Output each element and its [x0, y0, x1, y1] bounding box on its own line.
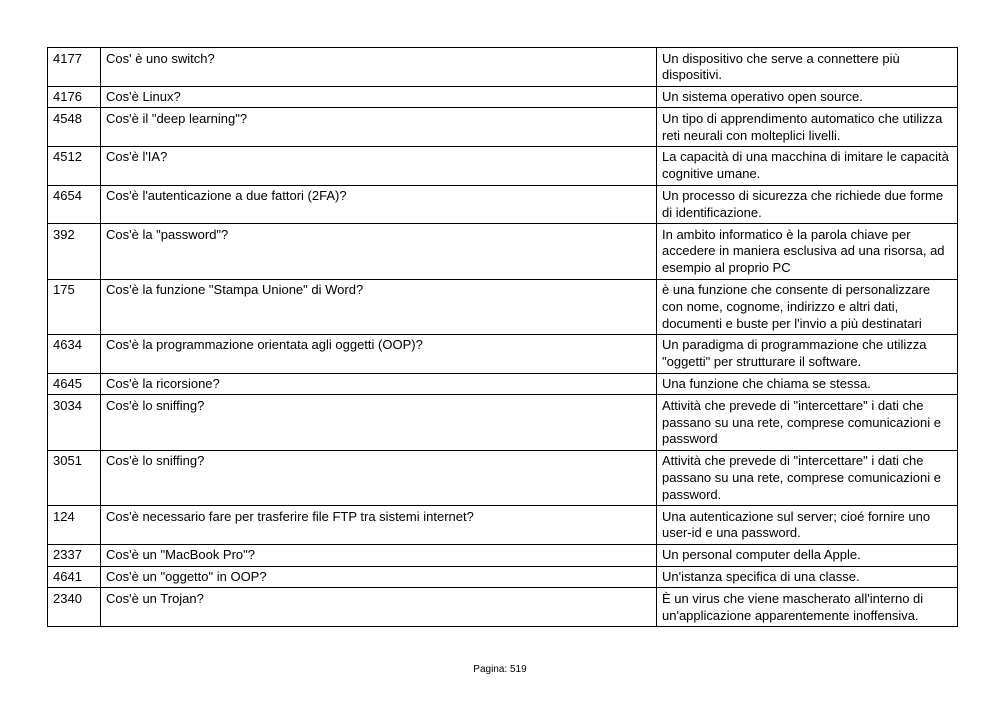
answer-cell: Attività che prevede di "intercettare" i dati che passano su una rete, comprese comunicazioni e password	[657, 395, 958, 450]
question-cell: Cos'è la ricorsione?	[101, 373, 657, 395]
table-row	[48, 395, 958, 450]
table-row	[48, 450, 958, 505]
id-cell: 4177	[48, 48, 101, 87]
question-cell: Cos'è un "oggetto" in OOP?	[101, 566, 657, 588]
id-cell: 4634	[48, 334, 101, 373]
answer-cell: Un paradigma di programmazione che utilizza "oggetti" per strutturare il software.	[657, 334, 958, 373]
question-cell: Cos'è il "deep learning"?	[101, 108, 657, 147]
question-cell: Cos'è Linux?	[101, 86, 657, 108]
id-cell: 392	[48, 224, 101, 279]
id-cell: 3034	[48, 395, 101, 450]
id-cell: 4654	[48, 185, 101, 224]
id-cell: 4548	[48, 108, 101, 147]
table-row	[48, 224, 958, 279]
answer-cell: Un'istanza specifica di una classe.	[657, 566, 958, 588]
table-row	[48, 146, 958, 185]
table-row	[48, 185, 958, 224]
table-row	[48, 544, 958, 566]
table-row	[48, 48, 958, 87]
question-cell: Cos'è lo sniffing?	[101, 450, 657, 505]
table-row	[48, 373, 958, 395]
answer-cell: Un dispositivo che serve a connettere più dispositivi.	[657, 48, 958, 87]
qa-table	[47, 47, 958, 627]
answer-cell: è una funzione che consente di personalizzare con nome, cognome, indirizzo e altri dati, documenti e buste per l'invio a più destinatari	[657, 279, 958, 334]
answer-cell: Un processo di sicurezza che richiede due forme di identificazione.	[657, 185, 958, 224]
page-number: Pagina: 519	[473, 664, 527, 675]
table-row	[48, 334, 958, 373]
id-cell: 4512	[48, 146, 101, 185]
answer-cell: Un sistema operativo open source.	[657, 86, 958, 108]
answer-cell: Un personal computer della Apple.	[657, 544, 958, 566]
id-cell: 3051	[48, 450, 101, 505]
id-cell: 124	[48, 506, 101, 545]
question-cell: Cos'è un Trojan?	[101, 588, 657, 627]
question-cell: Cos'è l'autenticazione a due fattori (2FA)?	[101, 185, 657, 224]
answer-cell: Attività che prevede di "intercettare" i dati che passano su una rete, comprese comunicazioni e password.	[657, 450, 958, 505]
id-cell: 4176	[48, 86, 101, 108]
table-row	[48, 279, 958, 334]
answer-cell: Una autenticazione sul server; cioé fornire uno user-id e una password.	[657, 506, 958, 545]
question-cell: Cos'è un "MacBook Pro"?	[101, 544, 657, 566]
table-row	[48, 506, 958, 545]
id-cell: 2340	[48, 588, 101, 627]
id-cell: 4641	[48, 566, 101, 588]
answer-cell: Una funzione che chiama se stessa.	[657, 373, 958, 395]
question-cell: Cos' è uno switch?	[101, 48, 657, 87]
id-cell: 2337	[48, 544, 101, 566]
qa-table-body	[48, 48, 958, 627]
answer-cell: Un tipo di apprendimento automatico che utilizza reti neurali con molteplici livelli.	[657, 108, 958, 147]
question-cell: Cos'è l'IA?	[101, 146, 657, 185]
question-cell: Cos'è la funzione "Stampa Unione" di Word?	[101, 279, 657, 334]
id-cell: 4645	[48, 373, 101, 395]
table-row	[48, 566, 958, 588]
answer-cell: È un virus che viene mascherato all'interno di un'applicazione apparentemente inoffensiva.	[657, 588, 958, 627]
id-cell: 175	[48, 279, 101, 334]
table-row	[48, 588, 958, 627]
table-row	[48, 86, 958, 108]
question-cell: Cos'è la programmazione orientata agli oggetti (OOP)?	[101, 334, 657, 373]
answer-cell: In ambito informatico è la parola chiave per accedere in maniera esclusiva ad una risorsa, ad esempio al proprio PC	[657, 224, 958, 279]
question-cell: Cos'è lo sniffing?	[101, 395, 657, 450]
question-cell: Cos'è la "password"?	[101, 224, 657, 279]
table-row	[48, 108, 958, 147]
answer-cell: La capacità di una macchina di imitare le capacità cognitive umane.	[657, 146, 958, 185]
question-cell: Cos'è necessario fare per trasferire file FTP tra sistemi internet?	[101, 506, 657, 545]
page-footer	[0, 664, 1000, 675]
